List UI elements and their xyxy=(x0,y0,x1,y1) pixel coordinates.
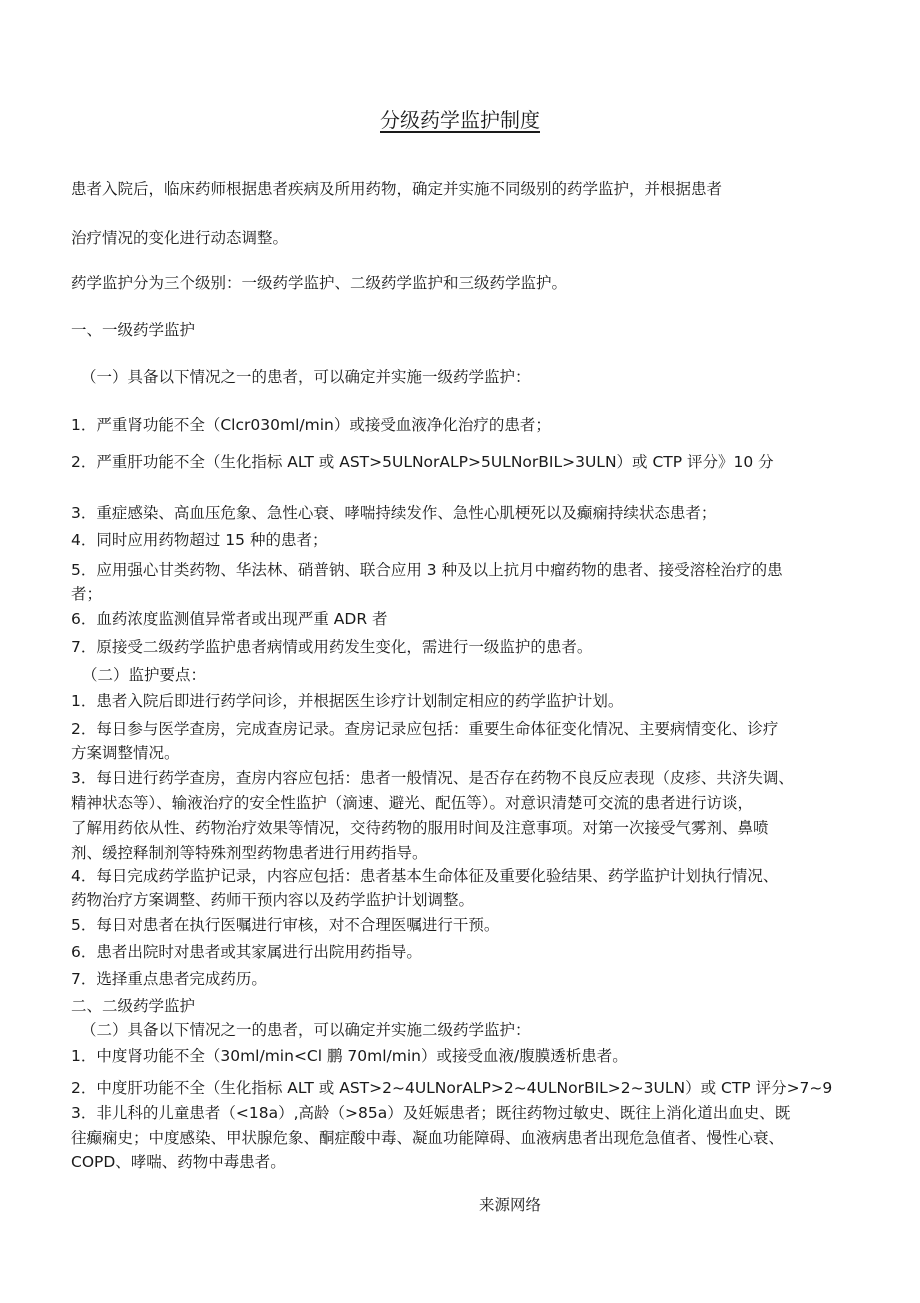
section-2-item-1: 1．中度肾功能不全（30ml/min<Cl 鹏 70ml/min）或接受血液/腹膜透析患者。 xyxy=(71,1047,628,1065)
section-1-heading: 一、一级药学监护 xyxy=(71,321,196,339)
section-1-item-4: 4．同时应用药物超过 15 种的患者； xyxy=(71,531,328,549)
section-1-item-2: 2．严重肝功能不全（生化指标 ALT 或 AST>5ULNorALP>5ULNorBIL>3ULN）或 CTP 评分》10 分 xyxy=(71,453,774,471)
footer-source: 来源网络 xyxy=(478,1196,541,1214)
section-1-item-5: 5．应用强心甘类药物、华法林、硝普钠、联合应用 3 种及以上抗月中瘤药物的患者、接受溶栓治疗的患 xyxy=(71,561,783,579)
page-title: 分级药学监护制度 xyxy=(380,108,540,132)
intro-line-2: 治疗情况的变化进行动态调整。 xyxy=(71,229,289,247)
intro-line-3: 药学监护分为三个级别：一级药学监护、二级药学监护和三级药学监护。 xyxy=(71,274,568,292)
section-1-point-3-cont-1: 精神状态等）、输液治疗的安全性监护（滴速、避光、配伍等）。对意识清楚可交流的患者进行访谈， xyxy=(71,794,754,812)
section-1-point-3: 3．每日进行药学查房，查房内容应包括：患者一般情况、是否存在药物不良反应表现（皮疹、共济失调、 xyxy=(71,769,794,787)
section-2-item-3-cont-1: 往癫痫史；中度感染、甲状腺危象、酮症酸中毒、凝血功能障碍、血液病患者出现危急值者、慢性心衰、 xyxy=(71,1129,785,1147)
section-1-criteria-heading: （一）具备以下情况之一的患者，可以确定并实施一级药学监护： xyxy=(81,368,531,386)
section-1-point-7: 7．选择重点患者完成药历。 xyxy=(71,970,267,988)
section-1-point-4-cont: 药物治疗方案调整、药师干预内容以及药学监护计划调整。 xyxy=(71,891,475,909)
section-1-point-5: 5．每日对患者在执行医嘱进行审核，对不合理医嘱进行干预。 xyxy=(71,916,500,934)
section-2-heading: 二、二级药学监护 xyxy=(71,997,196,1015)
section-1-points-heading: （二）监护要点： xyxy=(82,666,207,684)
section-1-item-1: 1．严重肾功能不全（Clcr030ml/min）或接受血液净化治疗的患者； xyxy=(71,416,551,434)
section-2-item-3-cont-2: COPD、哮喘、药物中毒患者。 xyxy=(71,1153,286,1171)
section-1-point-3-cont-3: 剂、缓控释制剂等特殊剂型药物患者进行用药指导。 xyxy=(71,844,428,862)
section-1-point-1: 1．患者入院后即进行药学问诊，并根据医生诊疗计划制定相应的药学监护计划。 xyxy=(71,692,624,710)
section-1-item-6: 6．血药浓度监测值异常者或出现严重 ADR 者 xyxy=(71,610,388,628)
section-2-item-3: 3．非儿科的儿童患者（<18a）,高龄（>85a）及妊娠患者；既往药物过敏史、既往上消化道出血史、既 xyxy=(71,1104,791,1122)
section-1-item-5-cont: 者； xyxy=(71,585,103,603)
section-2-item-2: 2．中度肝功能不全（生化指标 ALT 或 AST>2~4ULNorALP>2~4ULNorBIL>2~3ULN）或 CTP 评分>7~9 xyxy=(71,1079,833,1097)
section-1-point-2-cont: 方案调整情况。 xyxy=(71,744,180,762)
section-1-item-3: 3．重症感染、高血压危象、急性心衰、哮喘持续发作、急性心肌梗死以及癫痫持续状态患者； xyxy=(71,504,717,522)
section-1-point-4: 4．每日完成药学监护记录，内容应包括：患者基本生命体征及重要化验结果、药学监护计划执行情况、 xyxy=(71,867,779,885)
section-1-point-3-cont-2: 了解用药依从性、药物治疗效果等情况，交待药物的服用时间及注意事项。对第一次接受气雾剂、鼻喷 xyxy=(71,819,769,837)
section-1-point-6: 6．患者出院时对患者或其家属进行出院用药指导。 xyxy=(71,943,422,961)
section-1-item-7: 7．原接受二级药学监护患者病情或用药发生变化，需进行一级监护的患者。 xyxy=(71,638,593,656)
section-1-point-2: 2．每日参与医学查房，完成查房记录。查房记录应包括：重要生命体征变化情况、主要病情变化、诊疗 xyxy=(71,720,779,738)
section-2-criteria-heading: （二）具备以下情况之一的患者，可以确定并实施二级药学监护： xyxy=(81,1021,531,1039)
intro-line-1: 患者入院后，临床药师根据患者疾病及所用药物，确定并实施不同级别的药学监护，并根据患者 xyxy=(71,180,723,198)
